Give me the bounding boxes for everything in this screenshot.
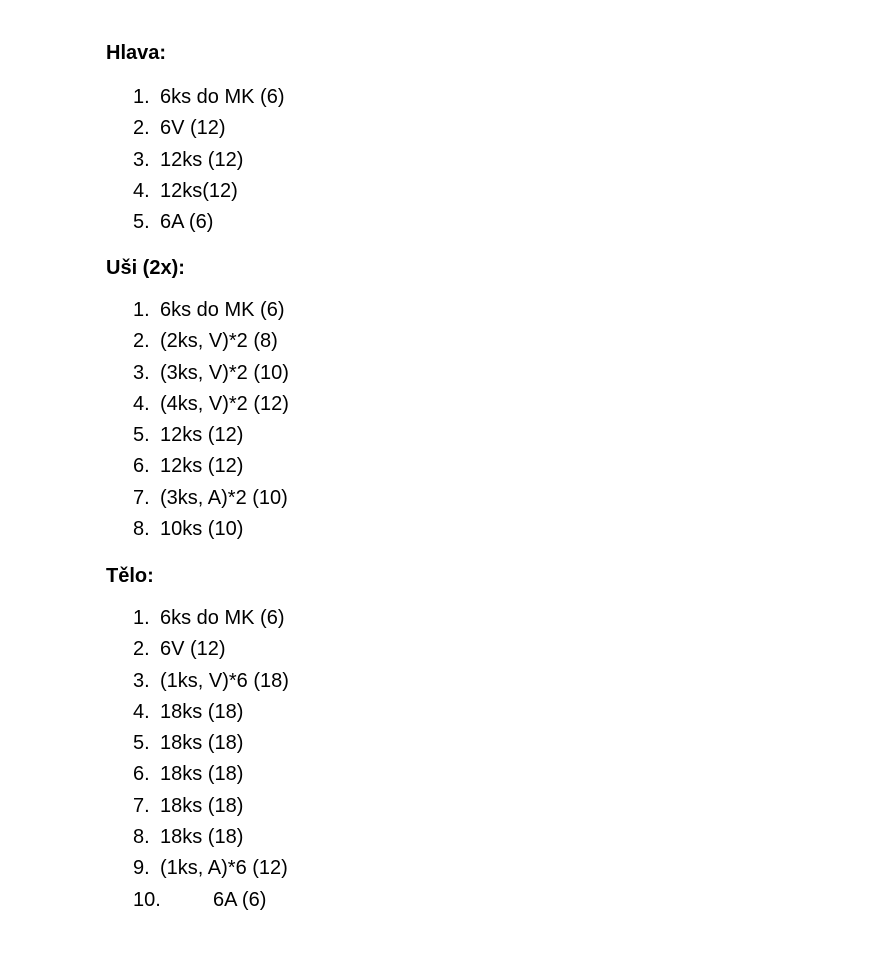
section-title-telo: Tělo:	[106, 565, 154, 587]
item-text: (3ks, A)*2 (10)	[160, 486, 288, 509]
item-text: 18ks (18)	[160, 763, 244, 786]
item-text: 18ks (18)	[160, 826, 244, 849]
list-item	[133, 392, 289, 423]
item-text: 6ks do MK (6)	[160, 607, 285, 629]
item-number: 3.	[133, 669, 150, 692]
item-number: 6.	[133, 763, 150, 786]
list-item	[133, 637, 289, 668]
list-item	[133, 700, 289, 731]
list-telo	[133, 606, 289, 919]
list-item	[133, 148, 284, 179]
item-text: 12ks(12)	[160, 179, 238, 202]
item-text: (1ks, A)*6 (12)	[160, 857, 288, 880]
item-text: 18ks (18)	[160, 732, 244, 755]
item-number: 10.	[133, 888, 161, 911]
item-number: 5.	[133, 211, 150, 234]
item-number: 4.	[133, 179, 150, 202]
item-number: 8.	[133, 826, 150, 849]
item-text: 6ks do MK (6)	[160, 86, 285, 108]
item-text: 12ks (12)	[160, 148, 244, 171]
list-item	[133, 454, 289, 485]
item-text: 6V (12)	[160, 638, 226, 661]
section-title-usi: Uši (2x):	[106, 257, 185, 279]
item-text: (4ks, V)*2 (12)	[160, 392, 289, 415]
list-item	[133, 731, 289, 762]
item-text: 18ks (18)	[160, 700, 244, 723]
item-number: 3.	[133, 148, 150, 171]
item-text: 6V (12)	[160, 117, 226, 140]
list-item	[133, 825, 289, 856]
item-text: 6A (6)	[213, 888, 267, 911]
item-number: 4.	[133, 700, 150, 723]
item-text: (3ks, V)*2 (10)	[160, 361, 289, 384]
list-item	[133, 856, 289, 887]
item-number: 3.	[133, 361, 150, 384]
list-item	[133, 85, 284, 116]
list-item	[133, 606, 289, 637]
item-number: 4.	[133, 392, 150, 415]
item-number: 8.	[133, 518, 150, 541]
list-item	[133, 517, 289, 548]
item-number: 9.	[133, 857, 150, 880]
item-text: (2ks, V)*2 (8)	[160, 330, 278, 353]
list-item	[133, 179, 284, 210]
list-item	[133, 361, 289, 392]
item-number: 6.	[133, 455, 150, 478]
item-number: 1.	[133, 86, 150, 108]
item-number: 7.	[133, 794, 150, 817]
list-item	[133, 298, 289, 329]
item-number: 5.	[133, 424, 150, 447]
list-item	[133, 116, 284, 147]
item-number: 2.	[133, 638, 150, 661]
list-item	[133, 423, 289, 454]
list-item	[133, 329, 289, 360]
list-item	[133, 794, 289, 825]
item-number: 1.	[133, 299, 150, 321]
section-title-hlava: Hlava:	[106, 42, 167, 64]
list-item	[133, 210, 284, 241]
item-number: 2.	[133, 117, 150, 140]
item-number: 1.	[133, 607, 150, 629]
list-item	[133, 888, 289, 919]
item-text: 6ks do MK (6)	[160, 299, 285, 321]
item-number: 7.	[133, 486, 150, 509]
list-item	[133, 486, 289, 517]
item-text: 12ks (12)	[160, 424, 244, 447]
item-text: 6A (6)	[160, 211, 214, 234]
item-number: 2.	[133, 330, 150, 353]
item-number: 5.	[133, 732, 150, 755]
list-usi	[133, 298, 289, 548]
list-item	[133, 669, 289, 700]
item-text: 10ks (10)	[160, 518, 244, 541]
item-text: (1ks, V)*6 (18)	[160, 669, 289, 692]
list-item	[133, 762, 289, 793]
item-text: 12ks (12)	[160, 455, 244, 478]
item-text: 18ks (18)	[160, 794, 244, 817]
list-hlava	[133, 85, 284, 241]
